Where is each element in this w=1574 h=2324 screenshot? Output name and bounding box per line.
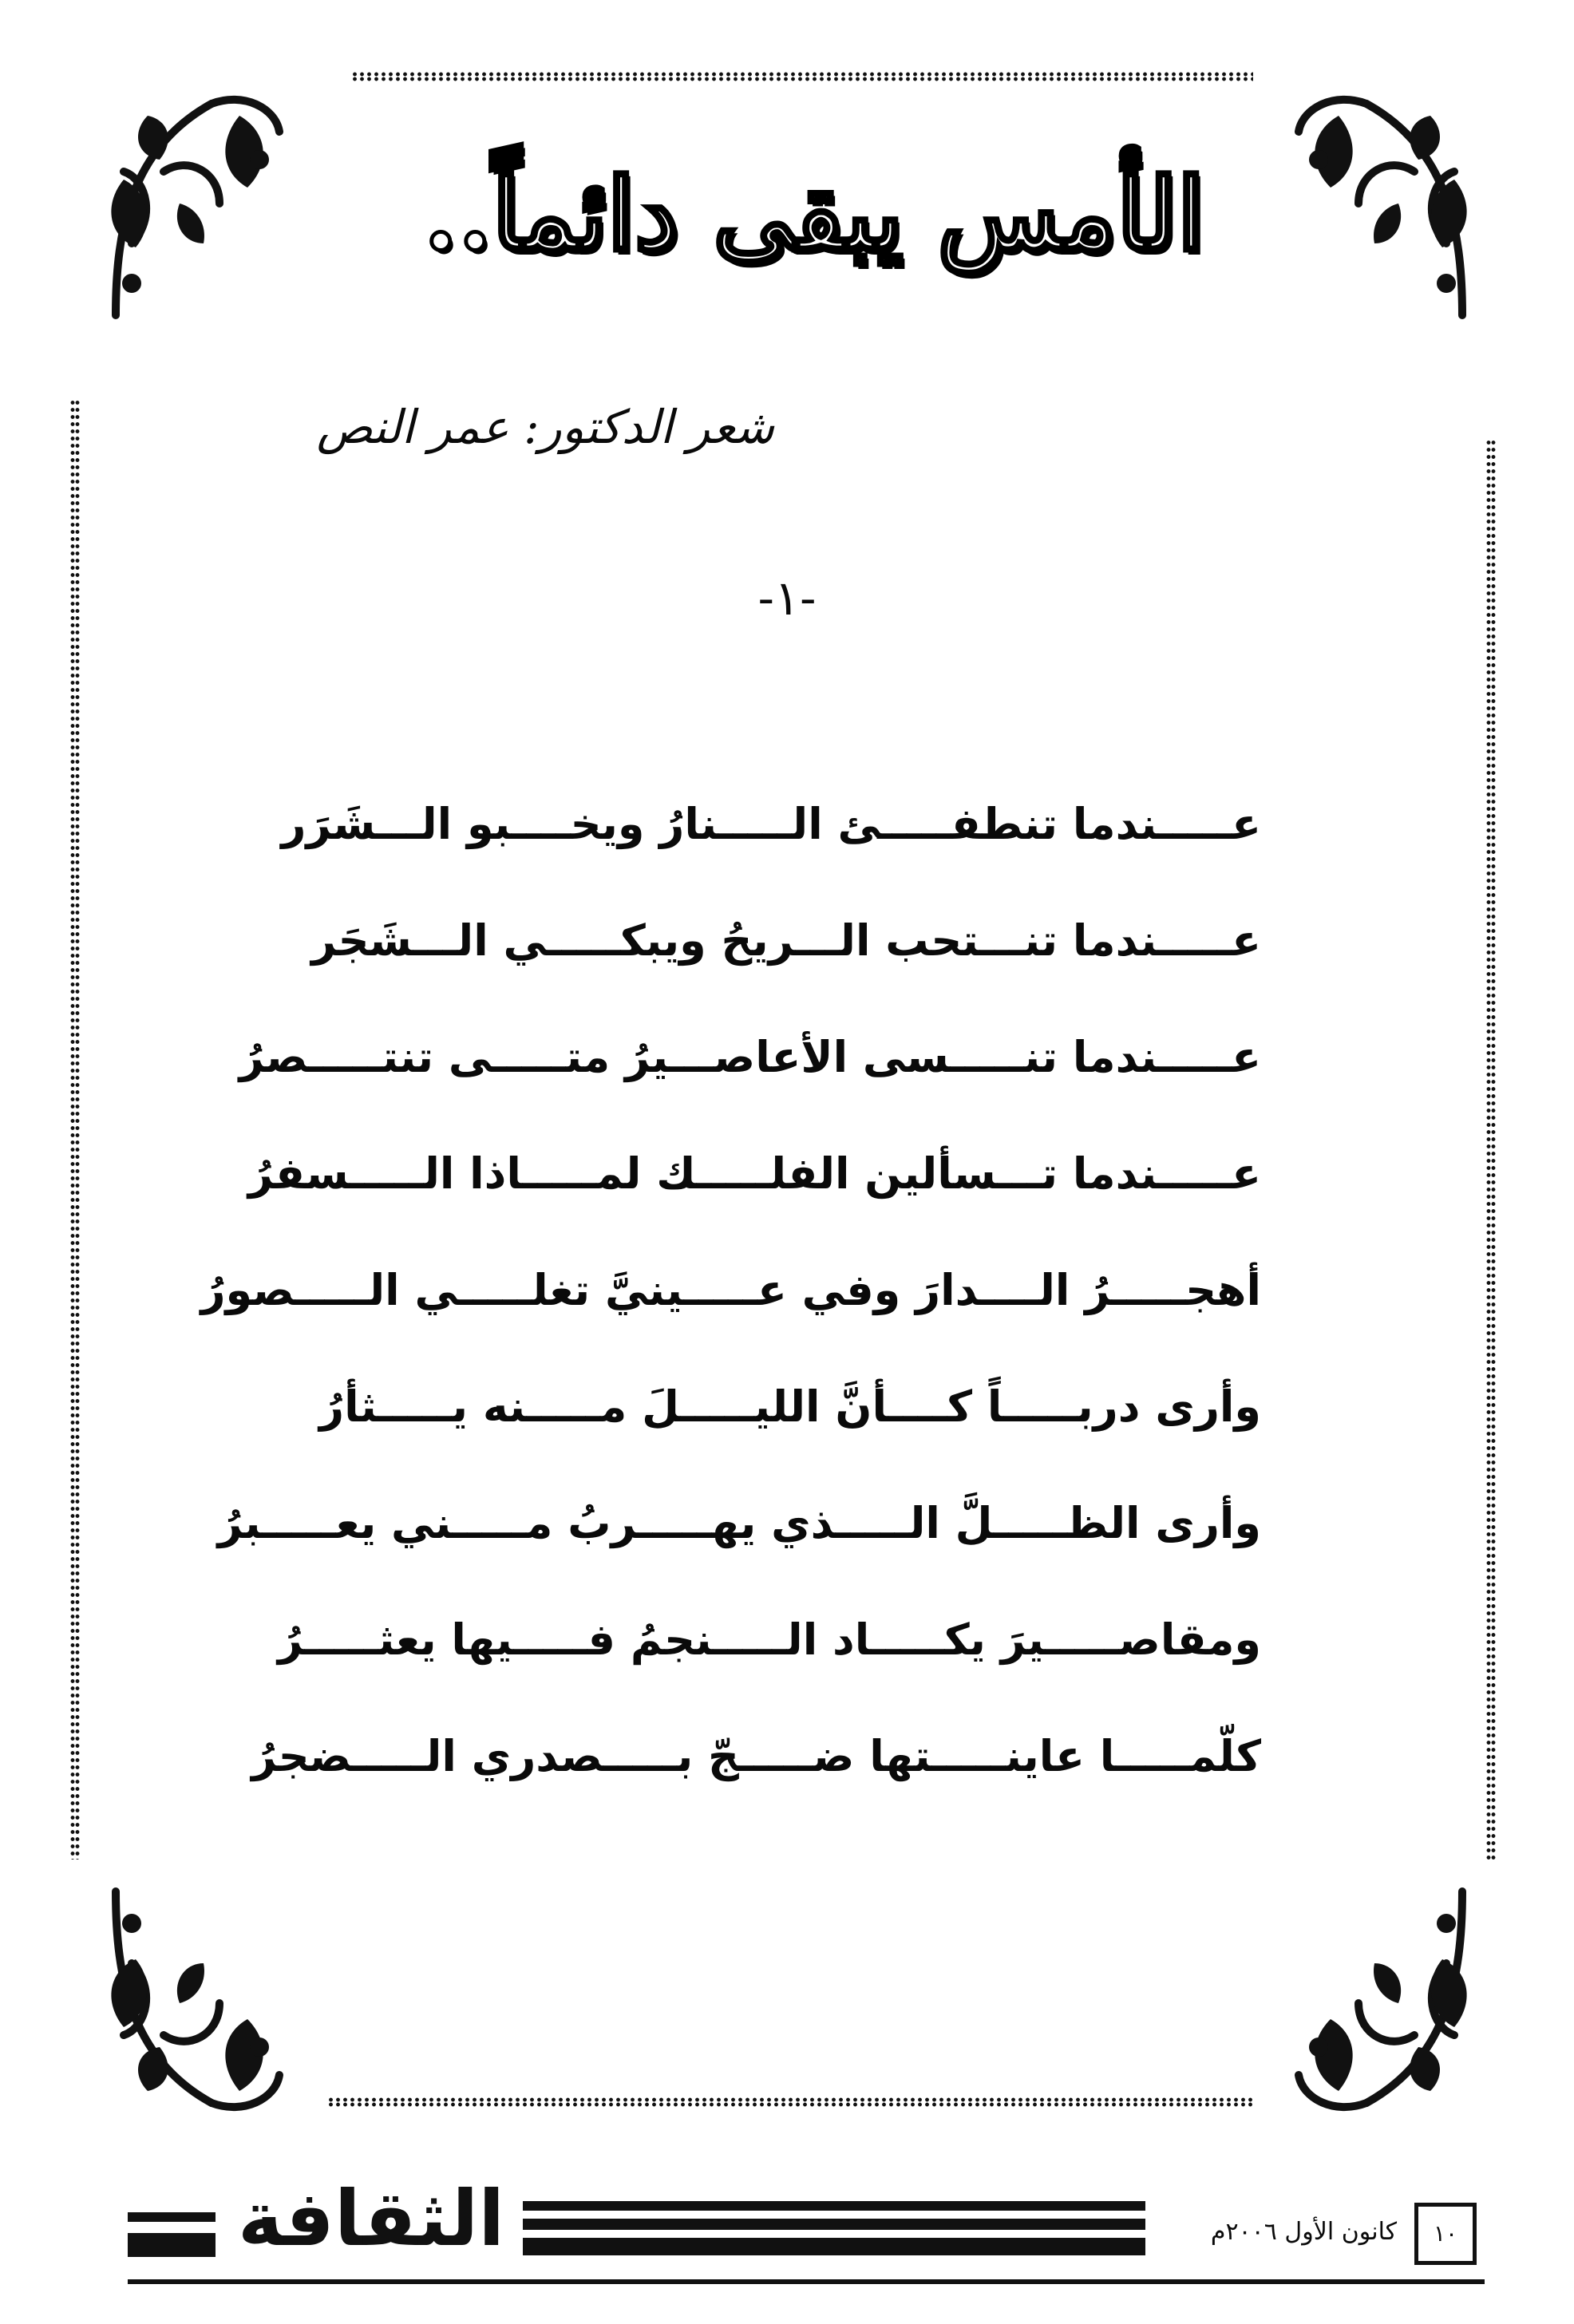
poem-line: كلّمـــــا عاينـــــتها ضـــــجّ بـــــصدري الـــــضجرُ	[251, 1731, 1261, 1781]
poem-line: عـــــندما تنطفـــــئ الـــــنارُ ويخــــبو الـــشَرَر	[281, 799, 1261, 849]
corner-ornament-top-left-icon	[100, 84, 291, 323]
poem-line: وأرى دربـــــاً كــــأنَّ الليـــــلَ مـــــنه يـــــثأرُ	[319, 1381, 1261, 1432]
poem-line: عـــــندما تنـــتحب الـــريحُ ويبكـــــي الـــشَجَر	[311, 915, 1261, 966]
poem-line: أهجـــــرُ الــــدارَ وفي عـــــينيَّ تغلـــــي الـــــصورُ	[200, 1265, 1261, 1315]
bottom-dotted-rule	[327, 2097, 1253, 2107]
page-footer	[128, 2171, 1485, 2275]
footer-bottom-rule	[128, 2279, 1485, 2284]
poem-line: عـــــندما تنـــــسى الأعاصـــيرُ متـــــى تنتـــــصرُ	[239, 1032, 1261, 1082]
footer-left-bar-bottom	[128, 2233, 216, 2257]
issue-date: كانون الأول ٢٠٠٦م	[1210, 2218, 1397, 2246]
poem-title: الأمس يبقى دائماً..	[423, 157, 1205, 273]
footer-center-bar-top	[523, 2201, 1145, 2211]
footer-center-bar-middle	[523, 2219, 1145, 2230]
corner-ornament-top-right-icon	[1287, 84, 1478, 323]
left-dotted-rule	[70, 399, 80, 1860]
poem-line: ومقاصـــــيرَ يكـــــاد الـــــنجمُ فـــــيها يعثـــــرُ	[277, 1615, 1261, 1665]
poem-line: عـــــندما تـــسألين الفلـــــك لمـــــاذا الـــــسفرُ	[247, 1148, 1261, 1199]
poem-line: وأرى الظـــــلَّ الـــــذي يهـــــربُ مـــــني يعـــــبرُ	[217, 1498, 1261, 1548]
section-number: -١-	[757, 571, 817, 626]
corner-ornament-bottom-left-icon	[100, 1883, 291, 2123]
poem-body	[200, 766, 1261, 1815]
poem-author: شعر الدكتور: عمر النص	[316, 400, 774, 454]
corner-ornament-bottom-right-icon	[1287, 1883, 1478, 2123]
footer-center-bar-bottom	[523, 2238, 1145, 2255]
top-dotted-rule	[351, 72, 1253, 81]
right-dotted-rule	[1486, 439, 1496, 1860]
magazine-name: الثقافة	[237, 2174, 505, 2263]
page-number: ١٠	[1414, 2203, 1477, 2265]
footer-left-bar-top	[128, 2212, 216, 2222]
